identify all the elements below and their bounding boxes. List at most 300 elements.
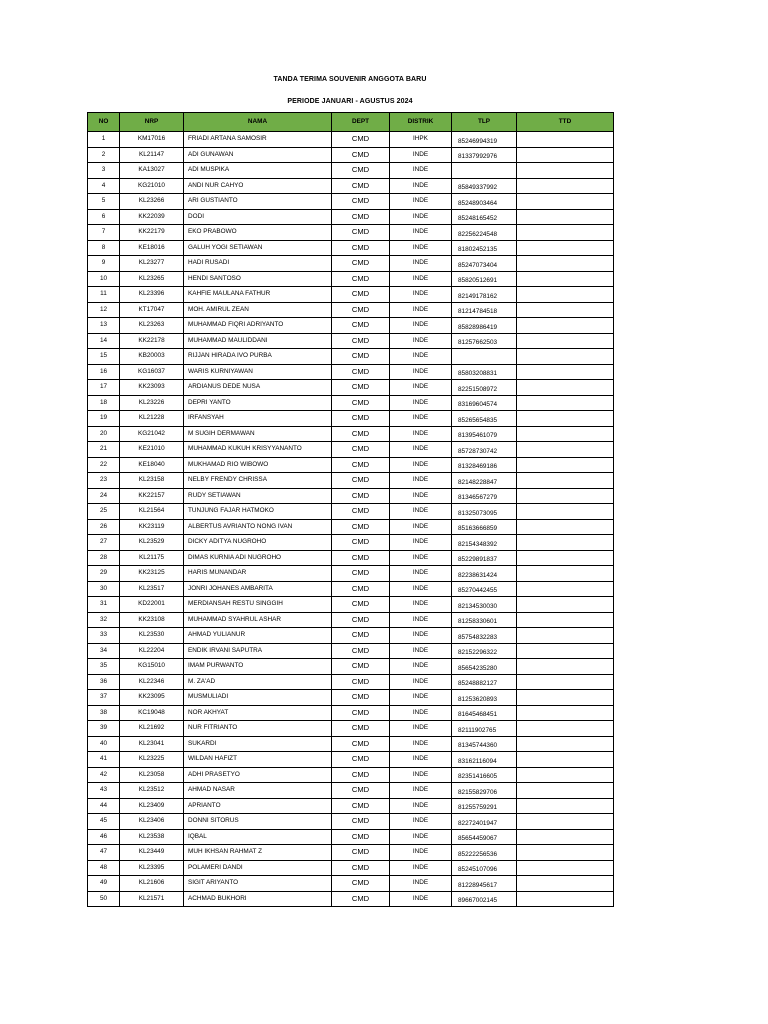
table-row — [88, 457, 614, 473]
cell-ttd — [517, 798, 614, 814]
cell-no: 20 — [88, 426, 120, 442]
cell-no: 9 — [88, 256, 120, 272]
cell-tlp: 82149178162 — [452, 287, 517, 303]
cell-nama: JONRI JOHANES AMBARITA — [184, 581, 332, 597]
cell-nama: AHMAD YULIANUR — [184, 628, 332, 644]
cell-nama: GALUH YOGI SETIAWAN — [184, 240, 332, 256]
cell-nama: DIMAS KURNIA ADI NUGROHO — [184, 550, 332, 566]
cell-dept: CMD — [332, 690, 390, 706]
cell-nama: MERDIANSAH RESTU SINGGIH — [184, 597, 332, 613]
cell-no: 6 — [88, 209, 120, 225]
cell-dept: CMD — [332, 519, 390, 535]
table-row — [88, 147, 614, 163]
cell-distrik: INDE — [390, 519, 452, 535]
cell-nama: NUR FITRIANTO — [184, 721, 332, 737]
cell-tlp: 82351416605 — [452, 767, 517, 783]
cell-ttd — [517, 783, 614, 799]
cell-ttd — [517, 457, 614, 473]
cell-ttd — [517, 674, 614, 690]
cell-ttd — [517, 240, 614, 256]
cell-tlp: 82154348392 — [452, 535, 517, 551]
cell-ttd — [517, 333, 614, 349]
cell-dept: CMD — [332, 829, 390, 845]
cell-distrik: INDE — [390, 163, 452, 179]
cell-no: 39 — [88, 721, 120, 737]
cell-ttd — [517, 318, 614, 334]
cell-tlp: 85803208831 — [452, 364, 517, 380]
cell-dept: CMD — [332, 845, 390, 861]
table-row — [88, 380, 614, 396]
cell-ttd — [517, 721, 614, 737]
cell-tlp: 85754832283 — [452, 628, 517, 644]
cell-nrp: KG16037 — [120, 364, 184, 380]
cell-nama: FRIADI ARTANA SAMOSIR — [184, 132, 332, 148]
cell-no: 34 — [88, 643, 120, 659]
cell-nama: ARDIANUS DEDE NUSA — [184, 380, 332, 396]
cell-ttd — [517, 426, 614, 442]
cell-dept: CMD — [332, 643, 390, 659]
cell-dept: CMD — [332, 783, 390, 799]
cell-tlp: 81258330601 — [452, 612, 517, 628]
table-row — [88, 798, 614, 814]
cell-tlp: 85654459067 — [452, 829, 517, 845]
cell-nrp: KL23538 — [120, 829, 184, 845]
header-dept: DEPT — [332, 113, 390, 132]
cell-nama: M. ZA'AD — [184, 674, 332, 690]
cell-nrp: KL23517 — [120, 581, 184, 597]
cell-nama: ADHI PRASETYO — [184, 767, 332, 783]
table-row — [88, 488, 614, 504]
cell-distrik: INDE — [390, 442, 452, 458]
cell-nrp: KG15010 — [120, 659, 184, 675]
cell-no: 10 — [88, 271, 120, 287]
cell-tlp: 82238631424 — [452, 566, 517, 582]
cell-tlp: 85245107096 — [452, 860, 517, 876]
table-row — [88, 814, 614, 830]
cell-nama: ENDIK IRVANI SAPUTRA — [184, 643, 332, 659]
cell-nrp: KB20003 — [120, 349, 184, 365]
cell-distrik: INDE — [390, 256, 452, 272]
cell-distrik: INDE — [390, 411, 452, 427]
cell-no: 16 — [88, 364, 120, 380]
cell-nama: MUHAMMAD MAULIDDANI — [184, 333, 332, 349]
cell-tlp: 81214784518 — [452, 302, 517, 318]
cell-dept: CMD — [332, 318, 390, 334]
cell-distrik: INDE — [390, 302, 452, 318]
cell-nama: DEPRI YANTO — [184, 395, 332, 411]
cell-nrp: KE18040 — [120, 457, 184, 473]
cell-dept: CMD — [332, 333, 390, 349]
cell-ttd — [517, 256, 614, 272]
table-row — [88, 767, 614, 783]
cell-nrp: KK22178 — [120, 333, 184, 349]
cell-nama: ACHMAD BUKHORI — [184, 891, 332, 907]
table-row — [88, 287, 614, 303]
cell-ttd — [517, 876, 614, 892]
cell-distrik: INDE — [390, 287, 452, 303]
table-row — [88, 721, 614, 737]
cell-dept: CMD — [332, 705, 390, 721]
cell-distrik: INDE — [390, 333, 452, 349]
cell-nrp: KT17047 — [120, 302, 184, 318]
cell-ttd — [517, 519, 614, 535]
cell-tlp: 85828986419 — [452, 318, 517, 334]
cell-nrp: KL23041 — [120, 736, 184, 752]
table-row — [88, 860, 614, 876]
cell-tlp — [452, 349, 517, 365]
cell-nama: MUHAMMAD FIQRI ADRIYANTO — [184, 318, 332, 334]
cell-tlp: 81325073095 — [452, 504, 517, 520]
cell-nrp: KL23512 — [120, 783, 184, 799]
cell-nrp: KA13027 — [120, 163, 184, 179]
cell-nrp: KM17016 — [120, 132, 184, 148]
cell-dept: CMD — [332, 612, 390, 628]
cell-dept: CMD — [332, 240, 390, 256]
cell-dept: CMD — [332, 473, 390, 489]
cell-tlp: 82134530030 — [452, 597, 517, 613]
cell-nrp: KL22346 — [120, 674, 184, 690]
cell-dept: CMD — [332, 891, 390, 907]
cell-no: 30 — [88, 581, 120, 597]
header-distrik: DISTRIK — [390, 113, 452, 132]
cell-ttd — [517, 473, 614, 489]
cell-dept: CMD — [332, 674, 390, 690]
cell-ttd — [517, 628, 614, 644]
cell-nrp: KL23449 — [120, 845, 184, 861]
cell-tlp: 82272401947 — [452, 814, 517, 830]
table-row — [88, 705, 614, 721]
cell-no: 29 — [88, 566, 120, 582]
cell-distrik: INDE — [390, 860, 452, 876]
cell-no: 17 — [88, 380, 120, 396]
cell-dept: CMD — [332, 550, 390, 566]
cell-distrik: INDE — [390, 271, 452, 287]
cell-distrik: IHPK — [390, 132, 452, 148]
cell-nrp: KL23058 — [120, 767, 184, 783]
cell-distrik: INDE — [390, 643, 452, 659]
table-row — [88, 550, 614, 566]
table-row — [88, 674, 614, 690]
cell-distrik: INDE — [390, 395, 452, 411]
cell-tlp: 85654235280 — [452, 659, 517, 675]
table-row — [88, 829, 614, 845]
cell-ttd — [517, 271, 614, 287]
cell-nama: EKO PRABOWO — [184, 225, 332, 241]
cell-dept: CMD — [332, 488, 390, 504]
cell-tlp: 85270442455 — [452, 581, 517, 597]
cell-dept: CMD — [332, 566, 390, 582]
table-row — [88, 240, 614, 256]
cell-tlp: 82148228847 — [452, 473, 517, 489]
cell-distrik: INDE — [390, 488, 452, 504]
cell-ttd — [517, 814, 614, 830]
table-row — [88, 690, 614, 706]
cell-nama: SIGIT ARIYANTO — [184, 876, 332, 892]
cell-no: 2 — [88, 147, 120, 163]
cell-distrik: INDE — [390, 814, 452, 830]
cell-distrik: INDE — [390, 178, 452, 194]
cell-distrik: INDE — [390, 535, 452, 551]
cell-nama: IRFANSYAH — [184, 411, 332, 427]
cell-distrik: INDE — [390, 829, 452, 845]
table-row — [88, 178, 614, 194]
cell-dept: CMD — [332, 349, 390, 365]
cell-no: 5 — [88, 194, 120, 210]
cell-no: 43 — [88, 783, 120, 799]
cell-distrik: INDE — [390, 845, 452, 861]
cell-dept: CMD — [332, 581, 390, 597]
cell-tlp: 81395461079 — [452, 426, 517, 442]
cell-tlp: 85247073404 — [452, 256, 517, 272]
cell-tlp: 85849337992 — [452, 178, 517, 194]
cell-nrp: KC19048 — [120, 705, 184, 721]
cell-tlp: 85229891837 — [452, 550, 517, 566]
cell-nrp: KL23529 — [120, 535, 184, 551]
cell-no: 12 — [88, 302, 120, 318]
cell-ttd — [517, 132, 614, 148]
cell-nrp: KL23396 — [120, 287, 184, 303]
cell-nama: KAHFIE MAULANA FATHUR — [184, 287, 332, 303]
cell-tlp: 85728730742 — [452, 442, 517, 458]
cell-ttd — [517, 225, 614, 241]
cell-no: 47 — [88, 845, 120, 861]
cell-nrp: KE21010 — [120, 442, 184, 458]
cell-no: 45 — [88, 814, 120, 830]
cell-no: 50 — [88, 891, 120, 907]
cell-nama: RUDY SETIAWAN — [184, 488, 332, 504]
cell-distrik: INDE — [390, 240, 452, 256]
cell-distrik: INDE — [390, 550, 452, 566]
cell-tlp — [452, 163, 517, 179]
cell-ttd — [517, 597, 614, 613]
cell-ttd — [517, 287, 614, 303]
cell-nama: NELBY FRENDY CHRISSA — [184, 473, 332, 489]
table-header-row — [88, 113, 614, 132]
cell-nama: IMAM PURWANTO — [184, 659, 332, 675]
cell-ttd — [517, 829, 614, 845]
cell-ttd — [517, 178, 614, 194]
table-row — [88, 612, 614, 628]
table-row — [88, 333, 614, 349]
cell-nama: WILDAN HAFIZT — [184, 752, 332, 768]
cell-dept: CMD — [332, 411, 390, 427]
cell-tlp: 83162116094 — [452, 752, 517, 768]
table-row — [88, 783, 614, 799]
cell-nama: NOR AKHYAT — [184, 705, 332, 721]
cell-no: 23 — [88, 473, 120, 489]
cell-distrik: INDE — [390, 612, 452, 628]
cell-ttd — [517, 643, 614, 659]
table-row — [88, 876, 614, 892]
cell-nama: SUKARDI — [184, 736, 332, 752]
cell-ttd — [517, 752, 614, 768]
cell-tlp: 81255759291 — [452, 798, 517, 814]
cell-ttd — [517, 550, 614, 566]
cell-nrp: KK23095 — [120, 690, 184, 706]
cell-tlp: 81328469186 — [452, 457, 517, 473]
cell-nrp: KK22179 — [120, 225, 184, 241]
cell-nrp: KD22001 — [120, 597, 184, 613]
cell-no: 15 — [88, 349, 120, 365]
cell-distrik: INDE — [390, 597, 452, 613]
cell-tlp: 82155829706 — [452, 783, 517, 799]
cell-dept: CMD — [332, 287, 390, 303]
cell-nama: MOH. AMIRUL ZEAN — [184, 302, 332, 318]
cell-tlp: 82251508972 — [452, 380, 517, 396]
cell-ttd — [517, 442, 614, 458]
cell-ttd — [517, 147, 614, 163]
document-title: TANDA TERIMA SOUVENIR ANGGOTA BARU — [273, 76, 427, 83]
cell-nrp: KK23093 — [120, 380, 184, 396]
cell-nrp: KL21571 — [120, 891, 184, 907]
cell-nrp: KL21692 — [120, 721, 184, 737]
cell-nama: DICKY ADITYA NUGROHO — [184, 535, 332, 551]
table-row — [88, 659, 614, 675]
cell-dept: CMD — [332, 178, 390, 194]
cell-tlp: 85820512691 — [452, 271, 517, 287]
cell-nama: DONNI SITORUS — [184, 814, 332, 830]
cell-dept: CMD — [332, 209, 390, 225]
table-row — [88, 256, 614, 272]
cell-nama: POLAMERI DANDI — [184, 860, 332, 876]
cell-nrp: KL23409 — [120, 798, 184, 814]
cell-nrp: KL21228 — [120, 411, 184, 427]
cell-distrik: INDE — [390, 147, 452, 163]
cell-tlp: 81802452135 — [452, 240, 517, 256]
cell-distrik: INDE — [390, 891, 452, 907]
cell-dept: CMD — [332, 194, 390, 210]
table-row — [88, 411, 614, 427]
cell-dept: CMD — [332, 721, 390, 737]
cell-ttd — [517, 736, 614, 752]
cell-dept: CMD — [332, 876, 390, 892]
cell-tlp: 82152296322 — [452, 643, 517, 659]
cell-distrik: INDE — [390, 194, 452, 210]
cell-nrp: KK22157 — [120, 488, 184, 504]
table-body — [88, 132, 614, 907]
cell-dept: CMD — [332, 767, 390, 783]
table-row — [88, 163, 614, 179]
cell-no: 44 — [88, 798, 120, 814]
cell-distrik: INDE — [390, 659, 452, 675]
header-tlp: TLP — [452, 113, 517, 132]
cell-distrik: INDE — [390, 736, 452, 752]
cell-no: 42 — [88, 767, 120, 783]
cell-nama: MUHAMMAD KUKUH KRISYYANANTO — [184, 442, 332, 458]
cell-nrp: KL23158 — [120, 473, 184, 489]
cell-nama: APRIANTO — [184, 798, 332, 814]
table-row — [88, 302, 614, 318]
cell-dept: CMD — [332, 659, 390, 675]
cell-no: 35 — [88, 659, 120, 675]
cell-tlp: 85163666859 — [452, 519, 517, 535]
cell-nrp: KL23266 — [120, 194, 184, 210]
cell-distrik: INDE — [390, 767, 452, 783]
table-row — [88, 225, 614, 241]
table-row — [88, 752, 614, 768]
cell-tlp: 81346567279 — [452, 488, 517, 504]
cell-nama: ANDI NUR CAHYO — [184, 178, 332, 194]
cell-distrik: INDE — [390, 798, 452, 814]
cell-no: 49 — [88, 876, 120, 892]
cell-ttd — [517, 163, 614, 179]
cell-distrik: INDE — [390, 783, 452, 799]
cell-nrp: KK23125 — [120, 566, 184, 582]
cell-nrp: KL21175 — [120, 550, 184, 566]
cell-distrik: INDE — [390, 752, 452, 768]
cell-nrp: KG21042 — [120, 426, 184, 442]
cell-tlp: 85246994319 — [452, 132, 517, 148]
cell-nama: MUSMULIADI — [184, 690, 332, 706]
table-row — [88, 581, 614, 597]
cell-nrp: KL23277 — [120, 256, 184, 272]
cell-distrik: INDE — [390, 225, 452, 241]
cell-dept: CMD — [332, 736, 390, 752]
table-row — [88, 318, 614, 334]
table-row — [88, 395, 614, 411]
cell-tlp: 85248903464 — [452, 194, 517, 210]
cell-ttd — [517, 411, 614, 427]
cell-nrp: KL23225 — [120, 752, 184, 768]
cell-nama: TUNJUNG FAJAR HATMOKO — [184, 504, 332, 520]
cell-dept: CMD — [332, 225, 390, 241]
cell-dept: CMD — [332, 814, 390, 830]
table-row — [88, 473, 614, 489]
table-row — [88, 504, 614, 520]
table-row — [88, 597, 614, 613]
cell-dept: CMD — [332, 535, 390, 551]
cell-distrik: INDE — [390, 364, 452, 380]
cell-tlp: 85248165452 — [452, 209, 517, 225]
cell-ttd — [517, 349, 614, 365]
cell-dept: CMD — [332, 147, 390, 163]
cell-nama: HADI RUSADI — [184, 256, 332, 272]
cell-no: 46 — [88, 829, 120, 845]
table-row — [88, 845, 614, 861]
cell-tlp: 81253620893 — [452, 690, 517, 706]
cell-nama: MUH IKHSAN RAHMAT Z — [184, 845, 332, 861]
cell-tlp: 85222256536 — [452, 845, 517, 861]
cell-ttd — [517, 566, 614, 582]
cell-no: 1 — [88, 132, 120, 148]
cell-ttd — [517, 364, 614, 380]
cell-no: 41 — [88, 752, 120, 768]
cell-dept: CMD — [332, 380, 390, 396]
cell-tlp: 81257662503 — [452, 333, 517, 349]
cell-ttd — [517, 194, 614, 210]
cell-no: 25 — [88, 504, 120, 520]
cell-no: 38 — [88, 705, 120, 721]
cell-tlp: 85265654835 — [452, 411, 517, 427]
cell-ttd — [517, 690, 614, 706]
cell-ttd — [517, 581, 614, 597]
cell-distrik: INDE — [390, 209, 452, 225]
cell-tlp: 82111902765 — [452, 721, 517, 737]
cell-distrik: INDE — [390, 721, 452, 737]
cell-distrik: INDE — [390, 566, 452, 582]
cell-ttd — [517, 845, 614, 861]
cell-nama: AHMAD NASAR — [184, 783, 332, 799]
header-ttd: TTD — [517, 113, 614, 132]
table-row — [88, 535, 614, 551]
cell-tlp: 85248882127 — [452, 674, 517, 690]
cell-ttd — [517, 612, 614, 628]
cell-nrp: KL21564 — [120, 504, 184, 520]
cell-tlp: 83169604574 — [452, 395, 517, 411]
cell-distrik: INDE — [390, 628, 452, 644]
cell-ttd — [517, 659, 614, 675]
cell-distrik: INDE — [390, 705, 452, 721]
